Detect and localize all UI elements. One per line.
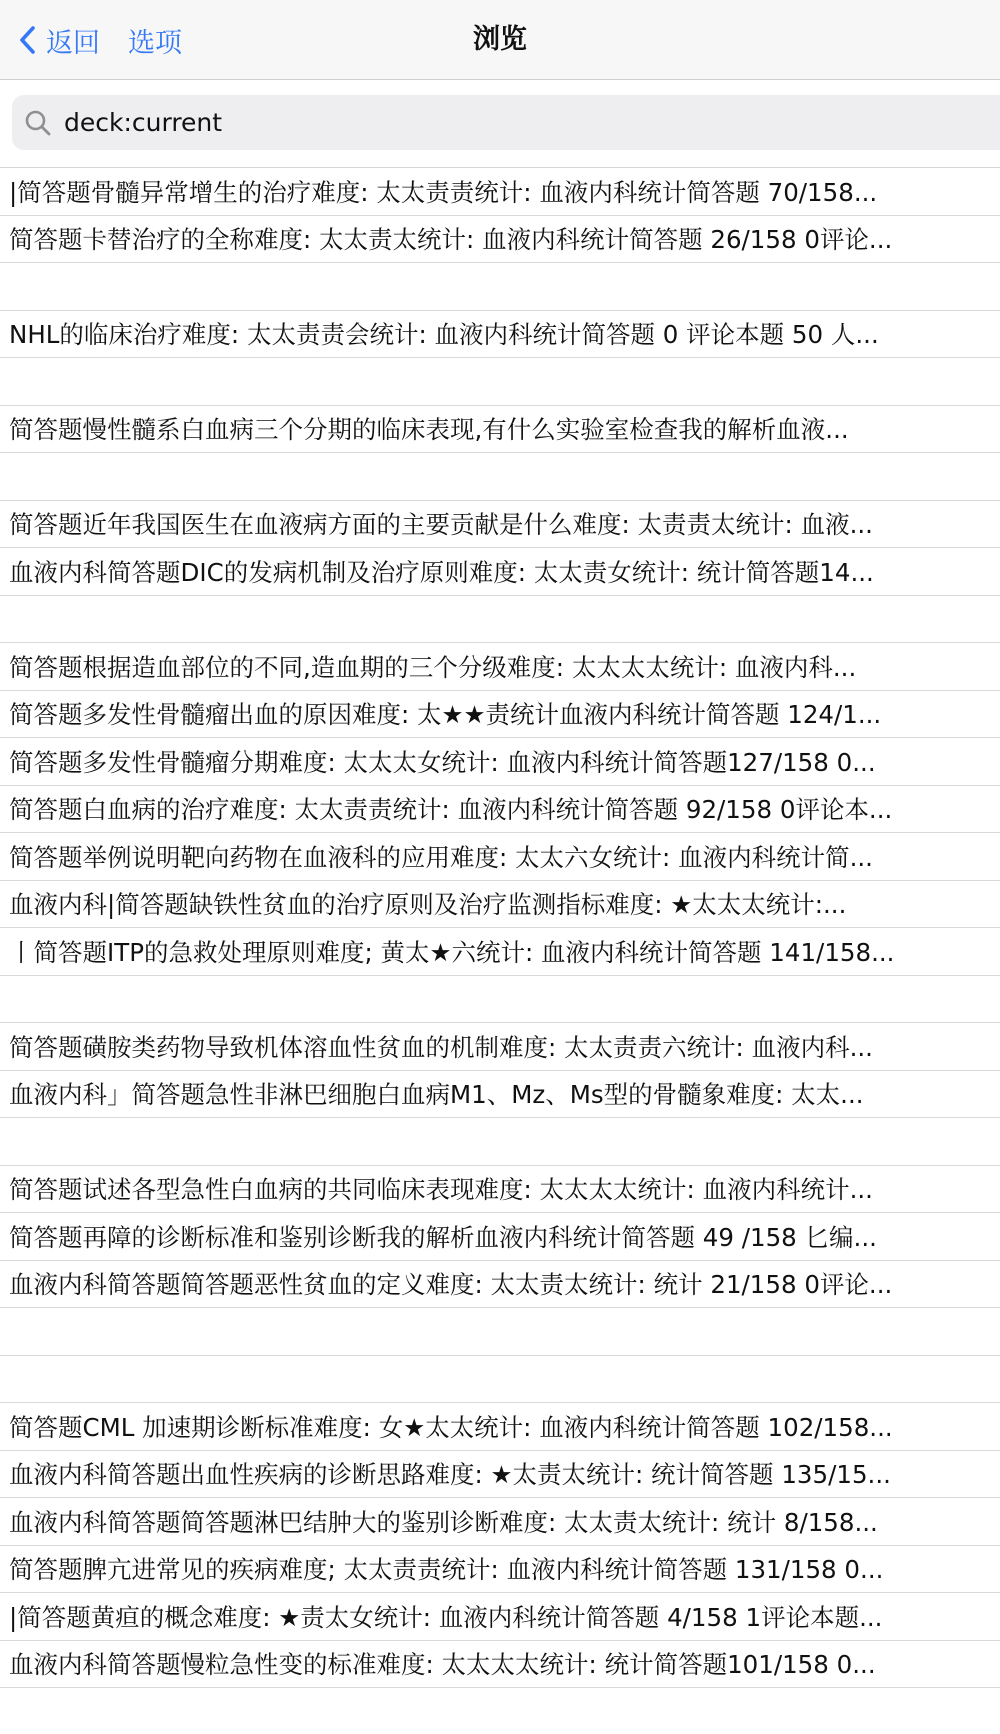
card-question-text: 简答题再障的诊断标准和鉴别诊断我的解析血液内科统计简答题 49 /158 匕编... [9,1222,877,1252]
card-question-text: 血液内科简答题简答题淋巴结肿大的鉴别诊断难度: 太太责太统计: 统计 8/158... [9,1507,878,1537]
card-question-text: 简答题白血病的治疗难度: 太太责责统计: 血液内科统计简答题 92/158 0评论本... [9,795,893,825]
search-field-container[interactable] [12,95,1000,150]
back-button[interactable] [18,21,100,60]
card-question-text: 简答题试述各型急性白血病的共同临床表现难度: 太太太太统计: 血液内科统计... [9,1175,873,1205]
list-item[interactable] [0,548,1000,596]
list-item[interactable] [0,1023,1000,1071]
search-input[interactable] [64,108,964,137]
card-question-text: 简答题多发性骨髓瘤分期难度: 太太太女统计: 血液内科统计简答题127/158 0... [9,747,876,777]
chevron-left-icon [18,25,36,55]
list-item[interactable] [0,1118,1000,1166]
card-question-text: 简答题CML 加速期诊断标准难度: 女★太太统计: 血液内科统计简答题 102/158... [9,1412,893,1442]
list-item[interactable] [0,1308,1000,1356]
list-item[interactable] [0,406,1000,454]
card-question-text: 简答题慢性髓系白血病三个分期的临床表现,有什么实验室检查我的解析血液... [9,415,849,445]
card-question-text: |简答题骨髓异常增生的治疗难度: 太太责责统计: 血液内科统计简答题 70/158... [9,177,878,207]
list-item[interactable] [0,881,1000,929]
list-item[interactable] [0,1213,1000,1261]
list-item[interactable] [0,1593,1000,1641]
card-question-text: 血液内科简答题DIC的发病机制及治疗原则难度: 太太责女统计: 统计简答题14... [9,557,874,587]
card-question-text: 简答题脾亢进常见的疾病难度; 太太责责统计: 血液内科统计简答题 131/158 0... [9,1555,884,1585]
card-question-text: 血液内科简答题出血性疾病的诊断思路难度: ★太责太统计: 统计简答题 135/15... [9,1460,891,1490]
card-question-text: 简答题近年我国医生在血液病方面的主要贡献是什么难度: 太责责太统计: 血液... [9,510,873,540]
list-item[interactable] [0,501,1000,549]
card-question-text: |简答题黄疸的概念难度: ★责太女统计: 血液内科统计简答题 4/158 1评论本题... [9,1602,883,1632]
list-item[interactable] [0,1356,1000,1404]
list-item[interactable] [0,1071,1000,1119]
back-label: 返回 [46,27,100,59]
list-item[interactable] [0,833,1000,881]
list-item[interactable] [0,358,1000,406]
search-icon [24,109,52,137]
list-item[interactable] [0,786,1000,834]
options-button[interactable]: 选项 [128,27,182,59]
list-item[interactable] [0,311,1000,359]
list-item[interactable] [0,263,1000,311]
navigation-bar [0,0,1000,80]
card-question-text: 丨简答题ITP的急救处理原则难度; 黄太★六统计: 血液内科统计简答题 141/158... [9,937,895,967]
card-question-text: 简答题卡替治疗的全称难度: 太太责太统计: 血液内科统计简答题 26/158 0评论... [9,225,893,255]
list-item[interactable] [0,1451,1000,1499]
card-question-text: 血液内科简答题简答题恶性贫血的定义难度: 太太责太统计: 统计 21/158 0评论... [9,1270,893,1300]
card-question-text: 血液内科」简答题急性非淋巴细胞白血病M1、Mz、Ms型的骨髓象难度: 太太... [9,1080,864,1110]
card-question-text: NHL的临床治疗难度: 太太责责会统计: 血液内科统计简答题 0 评论本题 50 人... [9,320,879,350]
list-item[interactable] [0,976,1000,1024]
list-item[interactable] [0,1261,1000,1309]
nav-left-group [18,0,182,80]
list-item[interactable] [0,1498,1000,1546]
card-question-text: 简答题磺胺类药物导致机体溶血性贫血的机制难度: 太太责责六统计: 血液内科... [9,1032,873,1062]
list-item[interactable] [0,1641,1000,1689]
list-item[interactable] [0,1403,1000,1451]
card-list [0,168,1000,1688]
card-question-text: 简答题举例说明靶向药物在血液科的应用难度: 太太六女统计: 血液内科统计简... [9,842,873,872]
list-item[interactable] [0,1166,1000,1214]
search-bar [0,80,1000,168]
list-item[interactable] [0,691,1000,739]
page-title: 浏览 [473,24,527,55]
list-item[interactable] [0,453,1000,501]
list-item[interactable] [0,596,1000,644]
list-item[interactable] [0,643,1000,691]
card-question-text: 简答题根据造血部位的不同,造血期的三个分级难度: 太太太太统计: 血液内科... [9,652,857,682]
list-item[interactable] [0,168,1000,216]
list-item[interactable] [0,1546,1000,1594]
list-item[interactable] [0,928,1000,976]
card-question-text: 简答题多发性骨髓瘤出血的原因难度: 太★★责统计血液内科统计简答题 124/1... [9,700,882,730]
list-item[interactable] [0,216,1000,264]
card-question-text: 血液内科|简答题缺铁性贫血的治疗原则及治疗监测指标难度: ★太太太统计:... [9,890,847,920]
card-question-text: 血液内科简答题慢粒急性变的标准难度: 太太太太统计: 统计简答题101/158 0... [9,1650,876,1680]
list-item[interactable] [0,738,1000,786]
